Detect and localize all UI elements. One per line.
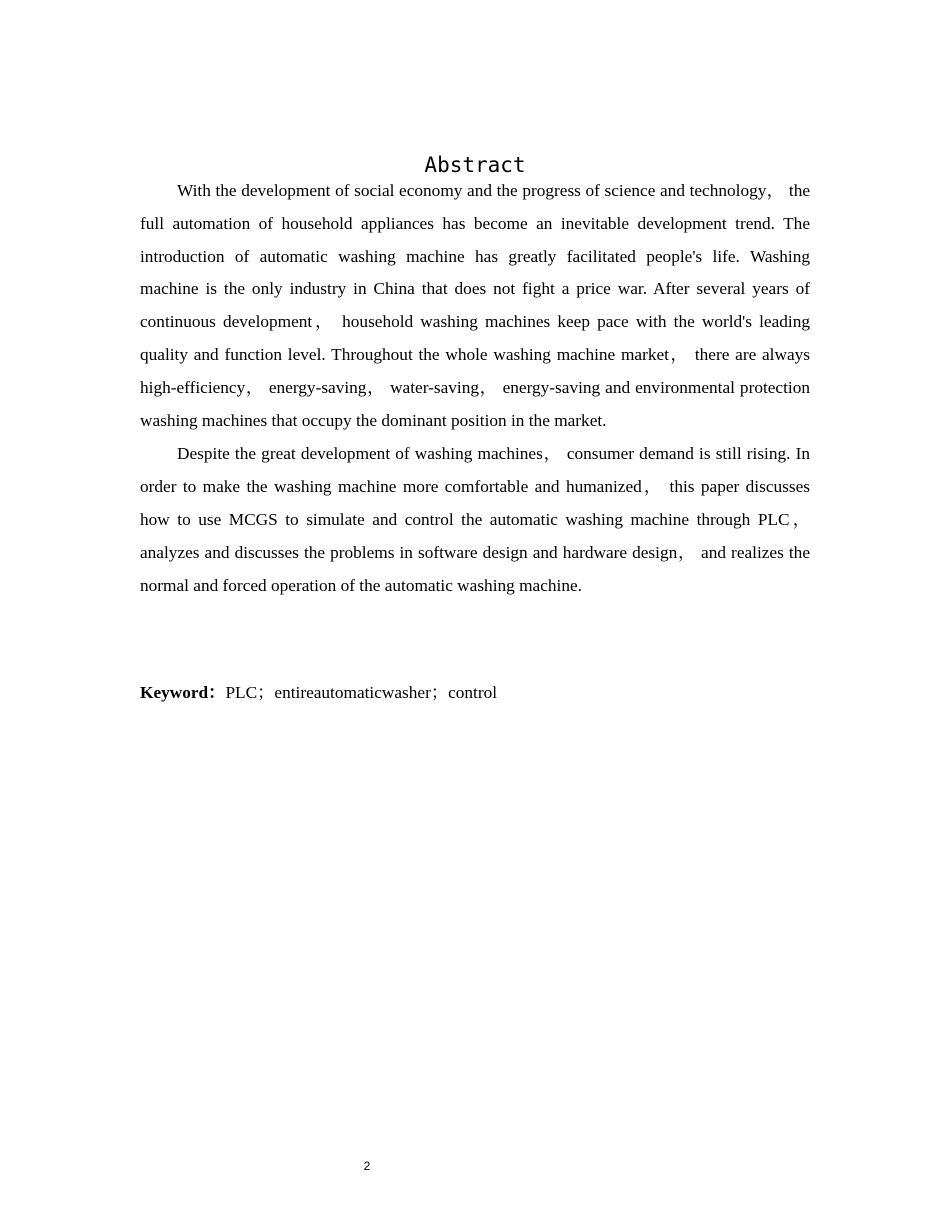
keywords-text: PLC；entireautomaticwasher；control <box>225 683 498 702</box>
page-number: 2 <box>363 1159 371 1173</box>
abstract-body <box>140 175 810 603</box>
abstract-paragraph-1: With the development of social economy and the progress of science and technology， the full automation of household appliances has become an inevitable development trend. The introduction of automatic washing machine has greatly facilitated people's life. Washing machine is the only industry in China that does not fight a price war. After several years of continuous development， household washing machines keep pace with the world's leading quality and function level. Throughout the whole washing machine market， there are always high-efficiency， energy-saving， water-saving， energy-saving and environmental protection washing machines that occupy the dominant position in the market. <box>140 181 810 430</box>
abstract-paragraph-2: Despite the great development of washing machines， consumer demand is still rising. In order to make the washing machine more comfortable and humanized， this paper discusses how to use MCGS to simulate and control the automatic washing machine through PLC， analyzes and discusses the problems in software design and hardware design， and realizes the normal and forced operation of the automatic washing machine. <box>140 444 810 595</box>
keyword-label: Keyword： <box>140 683 226 702</box>
abstract-title: Abstract <box>424 153 526 177</box>
keyword-line <box>140 679 810 707</box>
